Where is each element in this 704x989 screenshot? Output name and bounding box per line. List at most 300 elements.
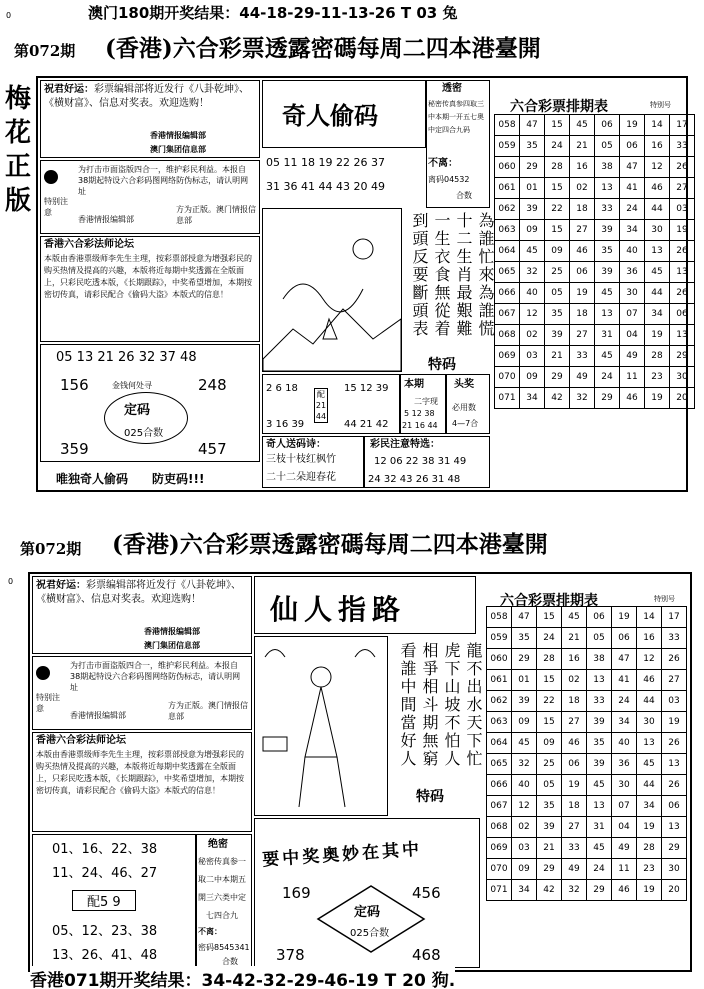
side-char: 版	[4, 186, 31, 216]
bottom-schedule-badge: 特别号	[654, 595, 675, 603]
schedule-period-cell: 059	[495, 136, 520, 157]
bottom-diamond-tr: 456	[412, 884, 441, 902]
schedule-row	[495, 388, 695, 409]
bottom-secret-4: 七四合九	[206, 911, 238, 920]
schedule-number-cell: 19	[662, 712, 687, 733]
top-circle-sub: 025合数	[124, 428, 164, 439]
schedule-number-cell: 05	[545, 283, 570, 304]
schedule-row	[487, 649, 687, 670]
schedule-row	[495, 157, 695, 178]
top-period-nums2: 21 16 44	[402, 421, 438, 430]
schedule-number-cell: 04	[620, 325, 645, 346]
schedule-number-cell: 46	[645, 178, 670, 199]
schedule-row	[495, 136, 695, 157]
top-sage-picture	[262, 208, 402, 372]
top-feature-title: 奇人偷码	[282, 101, 378, 130]
schedule-number-cell: 45	[570, 115, 595, 136]
schedule-number-cell: 07	[620, 304, 645, 325]
bottom-diamond-center: 定码	[354, 905, 381, 920]
schedule-number-cell: 23	[645, 367, 670, 388]
schedule-period-cell: 058	[487, 607, 512, 628]
schedule-number-cell: 22	[545, 199, 570, 220]
top-box-a-left: 2 6 18	[266, 383, 298, 394]
schedule-period-cell: 062	[495, 199, 520, 220]
schedule-number-cell: 26	[670, 241, 695, 262]
top-prize-label: 头奖	[454, 379, 474, 390]
schedule-number-cell: 06	[670, 304, 695, 325]
top-secret-no: 不离：	[428, 158, 458, 169]
schedule-number-cell: 01	[512, 670, 537, 691]
bottom-schedule-title: 六合彩票排期表	[500, 593, 598, 609]
top-schedule-table	[494, 114, 695, 409]
schedule-number-cell: 16	[645, 136, 670, 157]
schedule-number-cell: 36	[612, 754, 637, 775]
bottom-arc-text: 要中奖奥妙在其中	[261, 839, 423, 871]
schedule-number-cell: 28	[537, 649, 562, 670]
schedule-number-cell: 29	[537, 859, 562, 880]
schedule-number-cell: 30	[620, 283, 645, 304]
schedule-row	[495, 199, 695, 220]
schedule-number-cell: 15	[545, 178, 570, 199]
schedule-number-cell: 19	[637, 817, 662, 838]
top-poem-col-4: 到頭反要斷頭表	[410, 212, 429, 338]
bottom-result-banner: 香港071期开奖结果：34-42-32-29-46-19 T 20 狗.	[30, 966, 455, 989]
schedule-number-cell: 28	[645, 346, 670, 367]
bottom-diamond-tl: 169	[282, 884, 311, 902]
schedule-period-cell: 068	[495, 325, 520, 346]
top-schedule-badge: 特别号	[650, 101, 671, 109]
schedule-number-cell: 26	[670, 283, 695, 304]
bottom-sign2: 澳门集团信息部	[144, 641, 200, 650]
schedule-number-cell: 07	[612, 796, 637, 817]
top-circle-right: 248	[198, 376, 227, 394]
landscape-icon	[263, 209, 401, 371]
schedule-number-cell: 14	[637, 607, 662, 628]
schedule-number-cell: 19	[562, 775, 587, 796]
top-secret-code2: 合数	[456, 191, 472, 200]
schedule-period-cell: 066	[487, 775, 512, 796]
top-box-a-right: 15 12 39	[344, 383, 389, 394]
schedule-number-cell: 12	[520, 304, 545, 325]
schedule-number-cell: 49	[570, 367, 595, 388]
schedule-number-cell: 45	[587, 775, 612, 796]
schedule-number-cell: 40	[620, 241, 645, 262]
bottom-diamond-br: 468	[412, 946, 441, 964]
schedule-row	[495, 346, 695, 367]
side-char: 花	[4, 118, 31, 148]
schedule-number-cell: 40	[520, 283, 545, 304]
side-char: 梅	[4, 84, 31, 114]
top-prize-nums: 4—7合	[452, 419, 479, 428]
schedule-number-cell: 13	[662, 817, 687, 838]
schedule-number-cell: 06	[595, 115, 620, 136]
schedule-number-cell: 38	[587, 649, 612, 670]
schedule-number-cell: 03	[520, 346, 545, 367]
bottom-numbers-3: 配5 9	[72, 890, 136, 911]
schedule-number-cell: 35	[545, 304, 570, 325]
bottom-numbers-5: 13、26、41、48	[52, 948, 158, 963]
schedule-number-cell: 47	[612, 649, 637, 670]
bottom-numbers-2: 11、24、46、27	[52, 866, 158, 881]
schedule-number-cell: 09	[545, 241, 570, 262]
bottom-diamond-sub: 025合数	[350, 928, 390, 939]
schedule-number-cell: 27	[670, 178, 695, 199]
top-circle-bottom-right: 457	[198, 440, 227, 458]
top-special-label: 特码	[428, 357, 456, 373]
schedule-period-cell: 060	[495, 157, 520, 178]
schedule-number-cell: 04	[612, 817, 637, 838]
schedule-period-cell: 069	[487, 838, 512, 859]
schedule-number-cell: 46	[612, 880, 637, 901]
schedule-number-cell: 41	[612, 670, 637, 691]
schedule-period-cell: 060	[487, 649, 512, 670]
schedule-period-cell: 061	[487, 670, 512, 691]
bottom-secret-title: 绝密	[208, 839, 228, 850]
immortal-icon	[255, 637, 387, 815]
top-circle-bottom-left: 359	[60, 440, 89, 458]
schedule-number-cell: 33	[562, 838, 587, 859]
schedule-number-cell: 33	[662, 628, 687, 649]
schedule-number-cell: 35	[537, 796, 562, 817]
schedule-number-cell: 09	[520, 367, 545, 388]
schedule-number-cell: 26	[662, 775, 687, 796]
schedule-number-cell: 34	[512, 880, 537, 901]
top-feature-nums1: 05 11 18 19 22 26 37	[266, 156, 385, 169]
schedule-number-cell: 06	[562, 754, 587, 775]
schedule-number-cell: 15	[545, 115, 570, 136]
schedule-number-cell: 13	[587, 670, 612, 691]
schedule-number-cell: 21	[545, 346, 570, 367]
schedule-period-cell: 064	[495, 241, 520, 262]
schedule-number-cell: 45	[645, 262, 670, 283]
schedule-number-cell: 15	[545, 220, 570, 241]
schedule-row	[487, 670, 687, 691]
schedule-number-cell: 12	[512, 796, 537, 817]
schedule-number-cell: 24	[595, 367, 620, 388]
side-char: 正	[4, 152, 31, 182]
schedule-number-cell: 06	[612, 628, 637, 649]
schedule-period-cell: 064	[487, 733, 512, 754]
greeting-label: 祝君好运：	[36, 580, 86, 591]
schedule-number-cell: 49	[620, 346, 645, 367]
schedule-number-cell: 22	[537, 691, 562, 712]
schedule-number-cell: 30	[662, 859, 687, 880]
schedule-row	[487, 754, 687, 775]
schedule-number-cell: 35	[512, 628, 537, 649]
top-feature-nums2: 31 36 41 44 43 20 49	[266, 180, 385, 193]
schedule-number-cell: 28	[545, 157, 570, 178]
schedule-number-cell: 02	[562, 670, 587, 691]
schedule-row	[487, 628, 687, 649]
top-notice-sign1: 香港情报编辑部	[78, 215, 134, 224]
schedule-number-cell: 27	[562, 712, 587, 733]
schedule-number-cell: 47	[520, 115, 545, 136]
top-sign1: 香港情报编辑部	[150, 131, 206, 140]
schedule-period-cell: 068	[487, 817, 512, 838]
schedule-number-cell: 29	[662, 838, 687, 859]
schedule-number-cell: 17	[670, 115, 695, 136]
schedule-number-cell: 42	[537, 880, 562, 901]
top-circle-center: 定码	[124, 403, 151, 418]
bottom-secret-2: 取二中本期五	[198, 875, 246, 884]
schedule-period-cell: 066	[495, 283, 520, 304]
bottom-feature-title: 仙人指路	[270, 593, 407, 626]
schedule-number-cell: 06	[570, 262, 595, 283]
schedule-number-cell: 14	[645, 115, 670, 136]
top-poem2-line2: 二十二朵迎春花	[266, 472, 336, 483]
bottom-secret-code: 密码8545341	[198, 943, 250, 952]
schedule-row	[487, 880, 687, 901]
schedule-period-cell: 065	[487, 754, 512, 775]
schedule-number-cell: 49	[562, 859, 587, 880]
schedule-number-cell: 09	[537, 733, 562, 754]
bottom-secret-3: 開三六类中定	[198, 893, 246, 902]
schedule-number-cell: 36	[620, 262, 645, 283]
top-rec-line1: 12 06 22 38 31 49	[374, 456, 467, 467]
schedule-number-cell: 35	[595, 241, 620, 262]
schedule-number-cell: 33	[570, 346, 595, 367]
top-rec-line2: 24 32 43 26 31 48	[368, 474, 461, 485]
schedule-number-cell: 38	[595, 157, 620, 178]
schedule-number-cell: 31	[595, 325, 620, 346]
top-poem2-line1: 三枝十枝红枫竹	[266, 454, 336, 465]
schedule-row	[487, 607, 687, 628]
bottom-poem-col-4: 看誰中間當好人	[398, 642, 417, 768]
schedule-number-cell: 34	[612, 712, 637, 733]
schedule-number-cell: 13	[595, 304, 620, 325]
schedule-period-cell: 058	[495, 115, 520, 136]
schedule-number-cell: 21	[537, 838, 562, 859]
top-notice-text: 为打击市面盗版四合一，维护彩民利益。本报自38期起特设六合彩码图网络防伪标志，请认明网址	[78, 165, 249, 196]
bottom-title: (香港)六合彩票透露密碼每周二四本港臺開	[112, 531, 548, 558]
schedule-number-cell: 26	[670, 157, 695, 178]
schedule-number-cell: 13	[637, 733, 662, 754]
schedule-number-cell: 44	[645, 199, 670, 220]
schedule-period-cell: 062	[487, 691, 512, 712]
bottom-notice-text: 为打击市面盗版四合一，维护彩民利益。本报自38期起特设六合彩码图网络防伪标志，请认明网址	[70, 661, 241, 692]
schedule-number-cell: 39	[587, 754, 612, 775]
schedule-number-cell: 30	[645, 220, 670, 241]
bottom-diamond-bl: 378	[276, 946, 305, 964]
schedule-number-cell: 32	[520, 262, 545, 283]
schedule-number-cell: 24	[545, 136, 570, 157]
schedule-number-cell: 11	[620, 367, 645, 388]
schedule-row	[487, 838, 687, 859]
schedule-number-cell: 34	[637, 796, 662, 817]
schedule-number-cell: 21	[562, 628, 587, 649]
schedule-number-cell: 30	[670, 367, 695, 388]
bottom-notice-sign2: 方为正版。澳门情报信息部	[168, 701, 248, 721]
schedule-number-cell: 03	[670, 199, 695, 220]
top-box-a-right2: 44 21 42	[344, 419, 389, 430]
top-issue: 第072期	[14, 42, 76, 60]
schedule-number-cell: 29	[587, 880, 612, 901]
schedule-number-cell: 02	[512, 817, 537, 838]
schedule-row	[495, 220, 695, 241]
schedule-number-cell: 45	[595, 346, 620, 367]
schedule-number-cell: 39	[537, 817, 562, 838]
top-box-a-left2: 3 16 39	[266, 419, 305, 430]
top-poem-col-3: 一生衣食無從着	[432, 212, 451, 338]
schedule-number-cell: 13	[670, 325, 695, 346]
schedule-row	[495, 283, 695, 304]
schedule-number-cell: 16	[570, 157, 595, 178]
top-poem-col-2: 十二生肖最艱難	[454, 212, 473, 338]
schedule-number-cell: 45	[595, 283, 620, 304]
page-number-top: 0	[6, 11, 12, 20]
schedule-number-cell: 41	[620, 178, 645, 199]
bottom-greeting	[36, 579, 248, 607]
top-sign2: 澳门集团信息部	[150, 145, 206, 154]
schedule-number-cell: 35	[520, 136, 545, 157]
schedule-number-cell: 45	[637, 754, 662, 775]
top-poem-col-1: 為誰忙來為誰慌	[476, 212, 495, 338]
schedule-number-cell: 12	[645, 157, 670, 178]
schedule-number-cell: 25	[537, 754, 562, 775]
schedule-period-cell: 067	[495, 304, 520, 325]
schedule-number-cell: 19	[670, 220, 695, 241]
schedule-row	[495, 367, 695, 388]
schedule-period-cell: 071	[487, 880, 512, 901]
schedule-number-cell: 02	[520, 325, 545, 346]
schedule-number-cell: 23	[637, 859, 662, 880]
schedule-period-cell: 061	[495, 178, 520, 199]
schedule-number-cell: 17	[662, 607, 687, 628]
schedule-number-cell: 19	[570, 283, 595, 304]
schedule-number-cell: 39	[520, 199, 545, 220]
schedule-number-cell: 29	[670, 346, 695, 367]
bottom-secret-1: 秘密传真参一	[198, 857, 246, 866]
schedule-number-cell: 47	[620, 157, 645, 178]
schedule-row	[495, 241, 695, 262]
schedule-number-cell: 15	[537, 670, 562, 691]
schedule-number-cell: 34	[520, 388, 545, 409]
schedule-number-cell: 29	[512, 649, 537, 670]
schedule-number-cell: 47	[512, 607, 537, 628]
schedule-number-cell: 03	[662, 691, 687, 712]
schedule-number-cell: 15	[537, 607, 562, 628]
greeting-text: 彩票编辑部将近发行《八卦乾坤》、《横财富》、信息对奖表。欢迎选购！	[44, 84, 249, 109]
schedule-number-cell: 20	[662, 880, 687, 901]
schedule-number-cell: 33	[670, 136, 695, 157]
schedule-number-cell: 39	[545, 325, 570, 346]
schedule-number-cell: 18	[570, 304, 595, 325]
schedule-number-cell: 24	[587, 859, 612, 880]
schedule-row	[487, 817, 687, 838]
schedule-number-cell: 16	[637, 628, 662, 649]
schedule-number-cell: 46	[637, 670, 662, 691]
top-prize-sub: 必用数	[452, 403, 476, 412]
bottom-forum-text: 本版由香港票级师李先生主理，按彩票部授意为增强彩民的购买热情及提高的兴趣，本版将近每期中奖透露在全版面上，只彩民吃透本版，《长期跟踪》，中奖希望增加，本期按密切传真，请彩民配合《偷码大盗》本版式的信息！	[36, 750, 244, 795]
schedule-period-cell: 063	[495, 220, 520, 241]
schedule-row	[495, 178, 695, 199]
bottom-poem-col-1: 龍不出水天下忙	[464, 642, 483, 768]
schedule-number-cell: 39	[587, 712, 612, 733]
top-circle-left: 156	[60, 376, 89, 394]
schedule-row	[487, 796, 687, 817]
schedule-number-cell: 05	[537, 775, 562, 796]
schedule-number-cell: 31	[587, 817, 612, 838]
bottom-secret-no: 不离：	[198, 927, 222, 936]
schedule-number-cell: 45	[562, 607, 587, 628]
schedule-number-cell: 46	[570, 241, 595, 262]
schedule-number-cell: 44	[637, 775, 662, 796]
top-secret-title: 透密	[442, 83, 462, 94]
schedule-number-cell: 09	[512, 859, 537, 880]
top-period-label: 本期	[404, 379, 424, 390]
greeting-label: 祝君好运：	[44, 84, 94, 95]
schedule-number-cell: 25	[545, 262, 570, 283]
schedule-number-cell: 46	[562, 733, 587, 754]
schedule-number-cell: 03	[512, 838, 537, 859]
top-period-nums1: 5 12 38	[404, 409, 435, 418]
schedule-number-cell: 06	[587, 607, 612, 628]
schedule-number-cell: 05	[595, 136, 620, 157]
schedule-number-cell: 27	[562, 817, 587, 838]
top-secret-code: 离码04532	[428, 175, 470, 184]
top-box-a-mid: 配21 44	[315, 390, 327, 421]
schedule-number-cell: 01	[520, 178, 545, 199]
schedule-number-cell: 27	[570, 220, 595, 241]
schedule-number-cell: 29	[545, 367, 570, 388]
schedule-number-cell: 39	[595, 220, 620, 241]
schedule-number-cell: 39	[512, 691, 537, 712]
top-greeting	[44, 83, 256, 111]
top-notice-label: 特别注意	[44, 197, 68, 217]
top-forum-title: 香港六合彩法师论坛	[44, 239, 134, 250]
schedule-number-cell: 15	[537, 712, 562, 733]
top-period-sub: 二字现	[414, 397, 438, 406]
schedule-number-cell: 26	[662, 649, 687, 670]
bottom-sign1: 香港情报编辑部	[144, 627, 200, 636]
schedule-number-cell: 24	[612, 691, 637, 712]
schedule-number-cell: 13	[662, 754, 687, 775]
schedule-number-cell: 40	[612, 733, 637, 754]
schedule-row	[495, 304, 695, 325]
schedule-number-cell: 02	[570, 178, 595, 199]
schedule-number-cell: 13	[645, 241, 670, 262]
schedule-number-cell: 39	[595, 262, 620, 283]
schedule-period-cell: 065	[495, 262, 520, 283]
bottom-secret-code2: 合数	[222, 957, 238, 966]
schedule-number-cell: 24	[620, 199, 645, 220]
schedule-number-cell: 06	[662, 796, 687, 817]
schedule-number-cell: 13	[670, 262, 695, 283]
top-slogan: 唯独奇人偷码 防吏码!!!	[56, 472, 205, 486]
schedule-number-cell: 29	[595, 388, 620, 409]
schedule-number-cell: 19	[645, 325, 670, 346]
bomb-icon	[44, 170, 58, 184]
schedule-number-cell: 33	[595, 199, 620, 220]
schedule-number-cell: 20	[670, 388, 695, 409]
schedule-number-cell: 18	[562, 691, 587, 712]
schedule-number-cell: 06	[620, 136, 645, 157]
page-number-bottom: 0	[8, 577, 14, 586]
schedule-number-cell: 40	[512, 775, 537, 796]
bottom-schedule-table	[486, 606, 687, 901]
schedule-number-cell: 09	[512, 712, 537, 733]
bottom-notice-label: 特别注意	[36, 693, 60, 713]
bottom-sage-picture	[254, 636, 388, 816]
schedule-period-cell: 067	[487, 796, 512, 817]
schedule-row	[487, 859, 687, 880]
schedule-period-cell: 070	[487, 859, 512, 880]
bottom-poem-col-2: 虎下山坡不怕人	[442, 642, 461, 768]
schedule-number-cell: 45	[512, 733, 537, 754]
schedule-number-cell: 32	[512, 754, 537, 775]
schedule-row	[487, 733, 687, 754]
schedule-number-cell: 26	[662, 733, 687, 754]
